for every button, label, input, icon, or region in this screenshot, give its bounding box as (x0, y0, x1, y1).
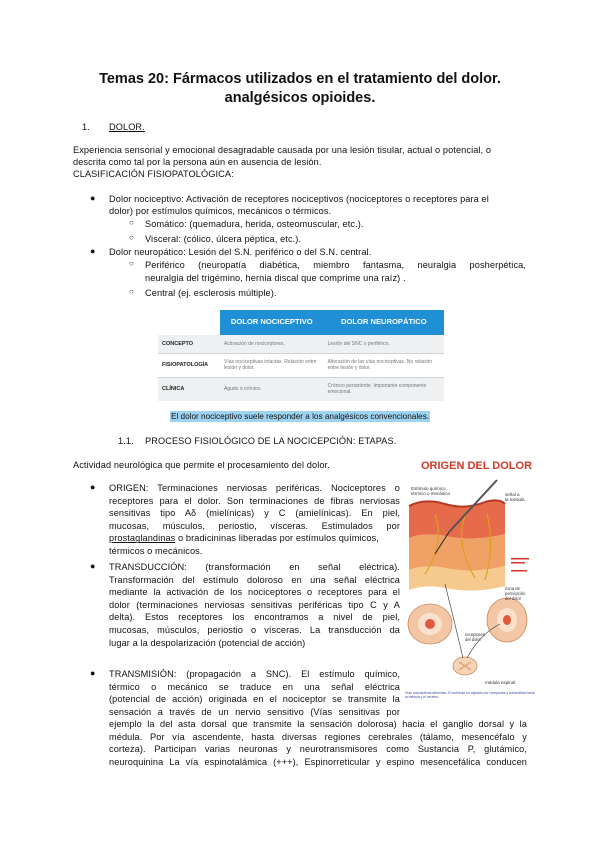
bullet-text: Dolor neuropático: Lesión del S.N. periférico o del S.N. central. (109, 247, 372, 257)
bullet-dot: ● (90, 193, 96, 203)
transduccion-line: TRANSDUCCIÓN: (transformación en señal eléctrica). (109, 562, 400, 572)
table-cell: Alteración de las vías nociceptivas. No relación entre lesión y dolor. (324, 353, 444, 377)
bullet-dot: ● (90, 246, 96, 256)
section-number: 1.1. (118, 436, 134, 446)
transmision-line: térmico o mecánico se traduce en una señal eléctrica (109, 681, 400, 692)
origen-line-rest: o bradicininas liberadas por estímulos químicos, (175, 533, 379, 544)
brain-illustration (487, 598, 527, 642)
receptor-label: receptores (465, 632, 485, 637)
prostaglandinas-link[interactable]: prostaglandinas (109, 533, 176, 544)
classification-heading: CLASIFICACIÓN FISIOPATOLÓGICA: (73, 169, 234, 179)
signal-label: la médula (505, 497, 525, 502)
table-header: DOLOR NEUROPÁTICO (324, 310, 444, 335)
transmision-line: TRANSMISIÓN: (propagación a SNC). El estímulo químico, (109, 669, 400, 679)
page-title: Temas 20: Fármacos utilizados en el tratamiento del dolor. analgésicos opioides. (99, 71, 501, 106)
transduccion-line: lugar a la despolarización (potencial de acción) (109, 637, 306, 648)
bullet-text: neuralgia del trigémino, hernia discal que comprime una raíz) . (145, 273, 406, 283)
transmision-line: ejemplo la del asta dorsal que transmite la sensación dolorosa) hacia el ganglio dorsal y la (109, 719, 527, 729)
table-cell: Vías nociceptivas intactas. Relación entre lesión y dolor. (220, 353, 324, 377)
red-label-mark (511, 558, 529, 560)
transmision-line: sensación a través de un nervio sensitivo (Vías sensitivas por (109, 706, 400, 717)
signal-label: señal a (505, 492, 520, 497)
transmision-paragraph (109, 668, 400, 718)
table-cell: Crónico persistente. Importante componente emocional. (324, 377, 444, 401)
section-heading: DOLOR. (109, 122, 145, 132)
stimulus-label: térmico o mecánico (411, 491, 451, 496)
pain-diagram (405, 474, 530, 689)
table-cell: Lesión del SNC o periférico. (324, 335, 444, 353)
bullet-text: Somático: (quemadura, herida, osteomuscular, etc.). (145, 219, 364, 229)
red-label-mark (511, 570, 527, 572)
stimulus-label: Estímulo químico, (411, 486, 447, 491)
circle-bullet: ○ (129, 218, 134, 227)
origen-line (109, 532, 400, 545)
bullet-dot: ● (90, 561, 96, 571)
transduccion-line: dolor (terminaciones nerviosas sensitivas periféricas tipo C y A (109, 599, 400, 610)
section-number: 1. (82, 122, 90, 132)
origen-line: ORIGEN: Terminaciones nerviosas periféricas. Nociceptores o (109, 483, 400, 493)
skin-block-illustration (409, 500, 505, 590)
brain-label: zona de (505, 586, 520, 591)
transmision-line: médula. Por vía ascendente, hasta diversas regiones cerebrales (tálamo, mesencéfalo y (109, 731, 527, 742)
transmision-line: corteza). Participan varias neuronas y neurotransmisores como Sustancia P, glutámico, (109, 744, 527, 755)
transduccion-paragraph (109, 561, 400, 649)
spinal-label: médula espinal (485, 680, 516, 685)
intro-line: descrita como tal por la persona aún en ausencia de lesión. (73, 157, 322, 167)
bullet-text: Dolor nociceptivo: Activación de receptores nociceptivos (nociceptores o receptores para el (109, 194, 489, 204)
receptor-label: del dolor (465, 637, 482, 642)
intro-line: Experiencia sensorial y emocional desagradable causada por una lesión tisular, actual o potencial, o (73, 145, 492, 155)
section-heading: PROCESO FISIOLÓGICO DE LA NOCICEPCIÓN: ETAPAS. (145, 436, 397, 446)
table-cell: Agudo o crónico. (220, 377, 324, 401)
bullet-text: Visceral: (cólico, úlcera péptica, etc.). (145, 234, 302, 244)
table-cell: Activación de nociceptores. (220, 335, 324, 353)
origen-paragraph (109, 482, 400, 558)
pain-origin-figure (405, 458, 535, 708)
circle-bullet: ○ (129, 259, 134, 268)
figure-caption: Vías nociceptivas aferentes. El estímulo es captado por receptores y transmitido hacia la médula y el cerebro. (405, 691, 535, 699)
table-header: DOLOR NOCICEPTIVO (220, 310, 324, 335)
bullet-dot: ● (90, 668, 96, 678)
table-row-label: CONCEPTO (158, 335, 220, 353)
comparison-table (158, 310, 444, 401)
red-label-mark (511, 562, 525, 564)
circle-bullet: ○ (129, 233, 134, 242)
origen-line: mucosas, músculos, periostio, vísceras. Estimulados por (109, 520, 400, 531)
table-row-label: FISIOPATOLOGÍA (158, 353, 220, 377)
table-corner (158, 310, 220, 335)
transduccion-line: mucosas, músculos, periostio o vísceras. La transducción da (109, 624, 400, 635)
origen-line: térmicos o mecánicos. (109, 545, 203, 556)
spinal-cord-illustration (453, 657, 477, 675)
brain-illustration (408, 604, 452, 644)
transduccion-line: delta). Estos receptores los encontramos a nivel de piel, (109, 612, 400, 623)
transduccion-line: mediante la activación de los nociceptores o receptores para el (109, 587, 400, 598)
bullet-text: dolor) por estímulos químicos, mecánicos o térmicos. (109, 206, 332, 216)
circle-bullet: ○ (129, 287, 134, 296)
transmision-paragraph-cont (109, 718, 527, 768)
origen-line: receptores para el dolor. Son terminaciones de fibras nerviosas (109, 495, 400, 506)
bullet-text: Periférico (neuropatía diabética, miembro fantasma, neuralgia posherpética, (145, 260, 526, 270)
brain-label: percepción (505, 591, 526, 596)
table-caption: El dolor nociceptivo suele responder a los analgésicos convencionales. (171, 412, 430, 421)
transmision-line: neuroquinina La vía espinotalámica (+++), Espinorreticular y espino mesencefálica conducen (109, 756, 527, 767)
bullet-dot: ● (90, 482, 96, 492)
transduccion-line: Transformación del estímulo doloroso en una señal eléctrica (109, 574, 400, 585)
brain-label: del dolor (505, 596, 522, 601)
table-row-label: CLÍNICA (158, 377, 220, 401)
activity-text: Actividad neurológica que permite el procesamiento del dolor. (73, 460, 330, 470)
transmision-line: (potencial de acción) originada en el nociceptor se transmite la (109, 694, 400, 705)
figure-title: ORIGEN DEL DOLOR (421, 460, 533, 472)
origen-line: sensitivas tipo Aδ (mielínicas) y C (amielínicas). En piel, (109, 508, 400, 519)
bullet-text: Central (ej. esclerosis múltiple). (145, 288, 277, 298)
